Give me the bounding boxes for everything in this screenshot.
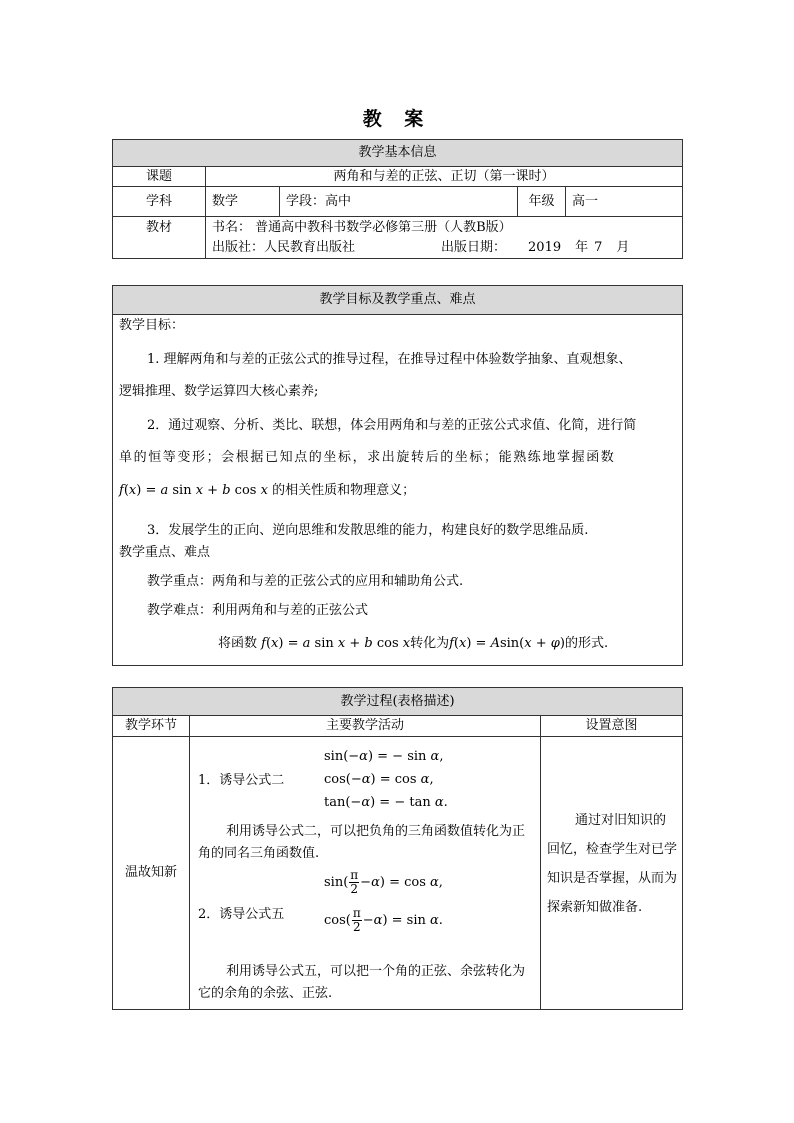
basic-info-header: 教学基本信息 <box>113 140 683 167</box>
page-title: 教 案 <box>362 108 432 130</box>
process-table <box>112 687 683 1010</box>
topic-value: 两角和与差的正弦、正切（第一课时） <box>206 167 683 187</box>
formula5-label: 2．诱导公式五 <box>198 907 285 922</box>
objectives-table <box>112 285 683 666</box>
pub-month: 7 <box>594 239 603 255</box>
topic-label: 课题 <box>113 167 206 187</box>
textbook-label: 教材 <box>113 217 206 259</box>
pub-year: 2019 <box>528 239 562 255</box>
formula5-text: 利用诱导公式五，可以把一个角的正弦、余弦转化为它的余角的余弦、正弦. <box>198 964 526 1001</box>
subject-label: 学科 <box>113 187 206 217</box>
function-formula: f <box>119 483 124 498</box>
pub-date-label: 出版日期： <box>441 239 507 255</box>
month-unit: 月 <box>616 239 630 255</box>
formula2-block <box>324 745 448 814</box>
formula2-text: 利用诱导公式二，可以把负角的三角函数值转化为正角的同名三角函数值. <box>198 824 526 861</box>
key-heading: 教学重点、难点 <box>119 545 211 560</box>
goal3: 3．发展学生的正向、逆向思维和发散思维的能力，构建良好的数学思维品质. <box>147 523 589 538</box>
formula5-block <box>324 869 443 945</box>
formula2-label: 1．诱导公式二 <box>198 773 285 788</box>
formula2-tan: tan(−α) = − tan α. <box>324 795 448 810</box>
subject-value: 数学 <box>206 187 280 217</box>
grade-value: 高一 <box>566 187 683 217</box>
formula2-cos: cos(−α) = cos α, <box>324 772 434 787</box>
goal1-line1: 1. 理解两角和与差的正弦公式的推导过程，在推导过程中体验数学抽象、直观想象、 <box>147 352 632 367</box>
process-header: 教学过程(表格描述) <box>113 688 683 716</box>
goal2-line3: f(x) = a sin x + b cos x 的相关性质和物理意义； <box>119 483 416 498</box>
goal2-line1: 2．通过观察、分析、类比、联想，体会用两角和与差的正弦公式求值、化简，进行简 <box>147 418 637 433</box>
formula2-sin: sin(−α) = − sin α, <box>324 749 444 764</box>
formula5-cos: cos( $\frac{\pi}{2}$ −α) = sin α. <box>324 906 443 934</box>
book-name: 书名： 普通高中教科书数学必修第三册（人教B版） <box>212 219 512 235</box>
objectives-body <box>113 315 683 666</box>
stage-value: 学段：高中 <box>280 187 518 217</box>
basic-info-table <box>112 139 683 259</box>
publisher-line <box>212 238 682 258</box>
stage-name: 温故知新 <box>113 737 190 1010</box>
intent-text: 通过对旧知识的回忆，检查学生对已学知识是否掌握，从而为探索新知做准备. <box>547 813 678 915</box>
publisher: 出版社：人民教育出版社 <box>212 239 356 255</box>
grade-label: 年级 <box>518 187 566 217</box>
col-activity: 主要教学活动 <box>190 716 541 737</box>
year-unit: 年 <box>575 239 589 255</box>
convert-line: 将函数 f(x) = a sin x + b cos x转化为f(x) = Asin(x + φ)的形式. <box>218 636 609 651</box>
activity-cell <box>190 737 541 1010</box>
textbook-info <box>206 217 683 259</box>
goal1-line2: 逻辑推理、数学运算四大核心素养; <box>119 384 319 399</box>
goal2-suffix: 的相关性质和物理意义； <box>272 483 416 498</box>
intent-cell <box>541 737 683 1010</box>
formula5-sin: sin( $\frac{\pi}{2}$ −α) = cos α, <box>324 868 443 896</box>
goal2-line2: 单的恒等变形；会根据已知点的坐标，求出旋转后的坐标；能熟练地掌握函数 <box>119 450 616 465</box>
col-intent: 设置意图 <box>541 716 683 737</box>
col-stage: 教学环节 <box>113 716 190 737</box>
objectives-header: 教学目标及教学重点、难点 <box>113 286 683 315</box>
difficulty: 教学难点：利用两角和与差的正弦公式 <box>147 603 369 618</box>
key-point: 教学重点：两角和与差的正弦公式的应用和辅助角公式. <box>147 574 464 589</box>
goals-heading: 教学目标： <box>119 318 185 333</box>
